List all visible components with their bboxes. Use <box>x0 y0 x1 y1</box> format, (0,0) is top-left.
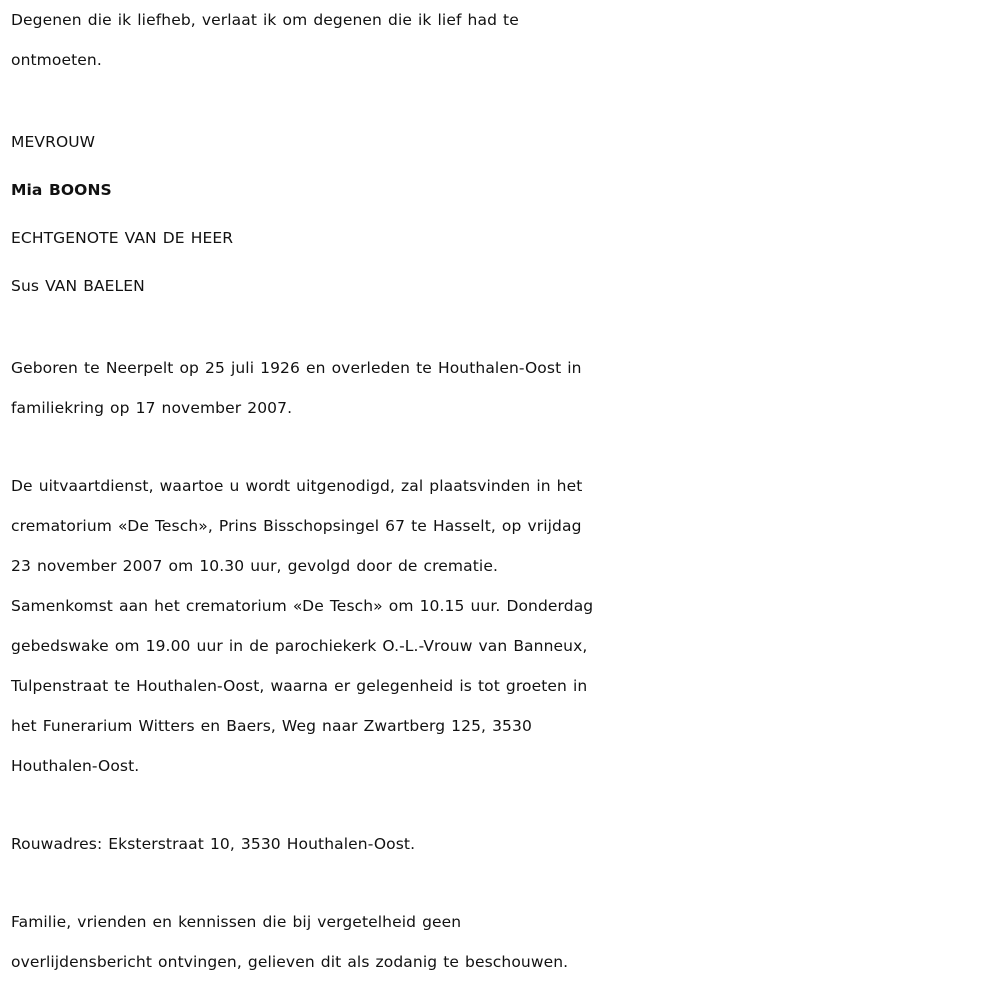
service-line-2: crematorium «De Tesch», Prins Bisschopsingel 67 te Hasselt, op vrijdag <box>11 517 582 535</box>
service-line-7: het Funerarium Witters en Baers, Weg naar Zwartberg 125, 3530 <box>11 717 532 735</box>
mourning-address-paragraph <box>11 824 996 864</box>
service-line-3: 23 november 2007 om 10.30 uur, gevolgd door de crematie. <box>11 557 498 575</box>
spacer <box>11 310 996 348</box>
mourning-address: Rouwadres: Eksterstraat 10, 3530 Houthalen-Oost. <box>11 835 416 853</box>
birth-death-paragraph <box>11 348 996 428</box>
quote-paragraph <box>11 0 996 80</box>
deceased-partner: Sus VAN BAELEN <box>11 277 145 295</box>
spacer <box>11 428 996 466</box>
obituary-document <box>11 0 996 982</box>
service-paragraph <box>11 466 996 786</box>
closing-line-1: Familie, vrienden en kennissen die bij vergetelheid geen <box>11 913 462 931</box>
service-line-1: De uitvaartdienst, waartoe u wordt uitgenodigd, zal plaatsvinden in het <box>11 477 583 495</box>
deceased-name: Mia BOONS <box>11 181 112 199</box>
closing-paragraph <box>11 902 996 982</box>
spacer <box>11 864 996 902</box>
deceased-title: MEVROUW <box>11 133 96 151</box>
quote-line-1: Degenen die ik liefheb, verlaat ik om degenen die ik lief had te <box>11 11 519 29</box>
spacer <box>11 786 996 824</box>
service-line-6: Tulpenstraat te Houthalen-Oost, waarna er gelegenheid is tot groeten in <box>11 677 588 695</box>
service-line-5: gebedswake om 19.00 uur in de parochiekerk O.-L.-Vrouw van Banneux, <box>11 637 588 655</box>
deceased-relation: ECHTGENOTE VAN DE HEER <box>11 229 234 247</box>
service-line-4: Samenkomst aan het crematorium «De Tesch» om 10.15 uur. Donderdag <box>11 597 594 615</box>
birth-death-line-1: Geboren te Neerpelt op 25 juli 1926 en overleden te Houthalen-Oost in <box>11 359 582 377</box>
quote-line-2: ontmoeten. <box>11 51 102 69</box>
service-line-8: Houthalen-Oost. <box>11 757 140 775</box>
closing-line-2: overlijdensbericht ontvingen, gelieven dit als zodanig te beschouwen. <box>11 953 569 971</box>
deceased-block <box>11 118 996 310</box>
birth-death-line-2: familiekring op 17 november 2007. <box>11 399 293 417</box>
spacer <box>11 80 996 118</box>
